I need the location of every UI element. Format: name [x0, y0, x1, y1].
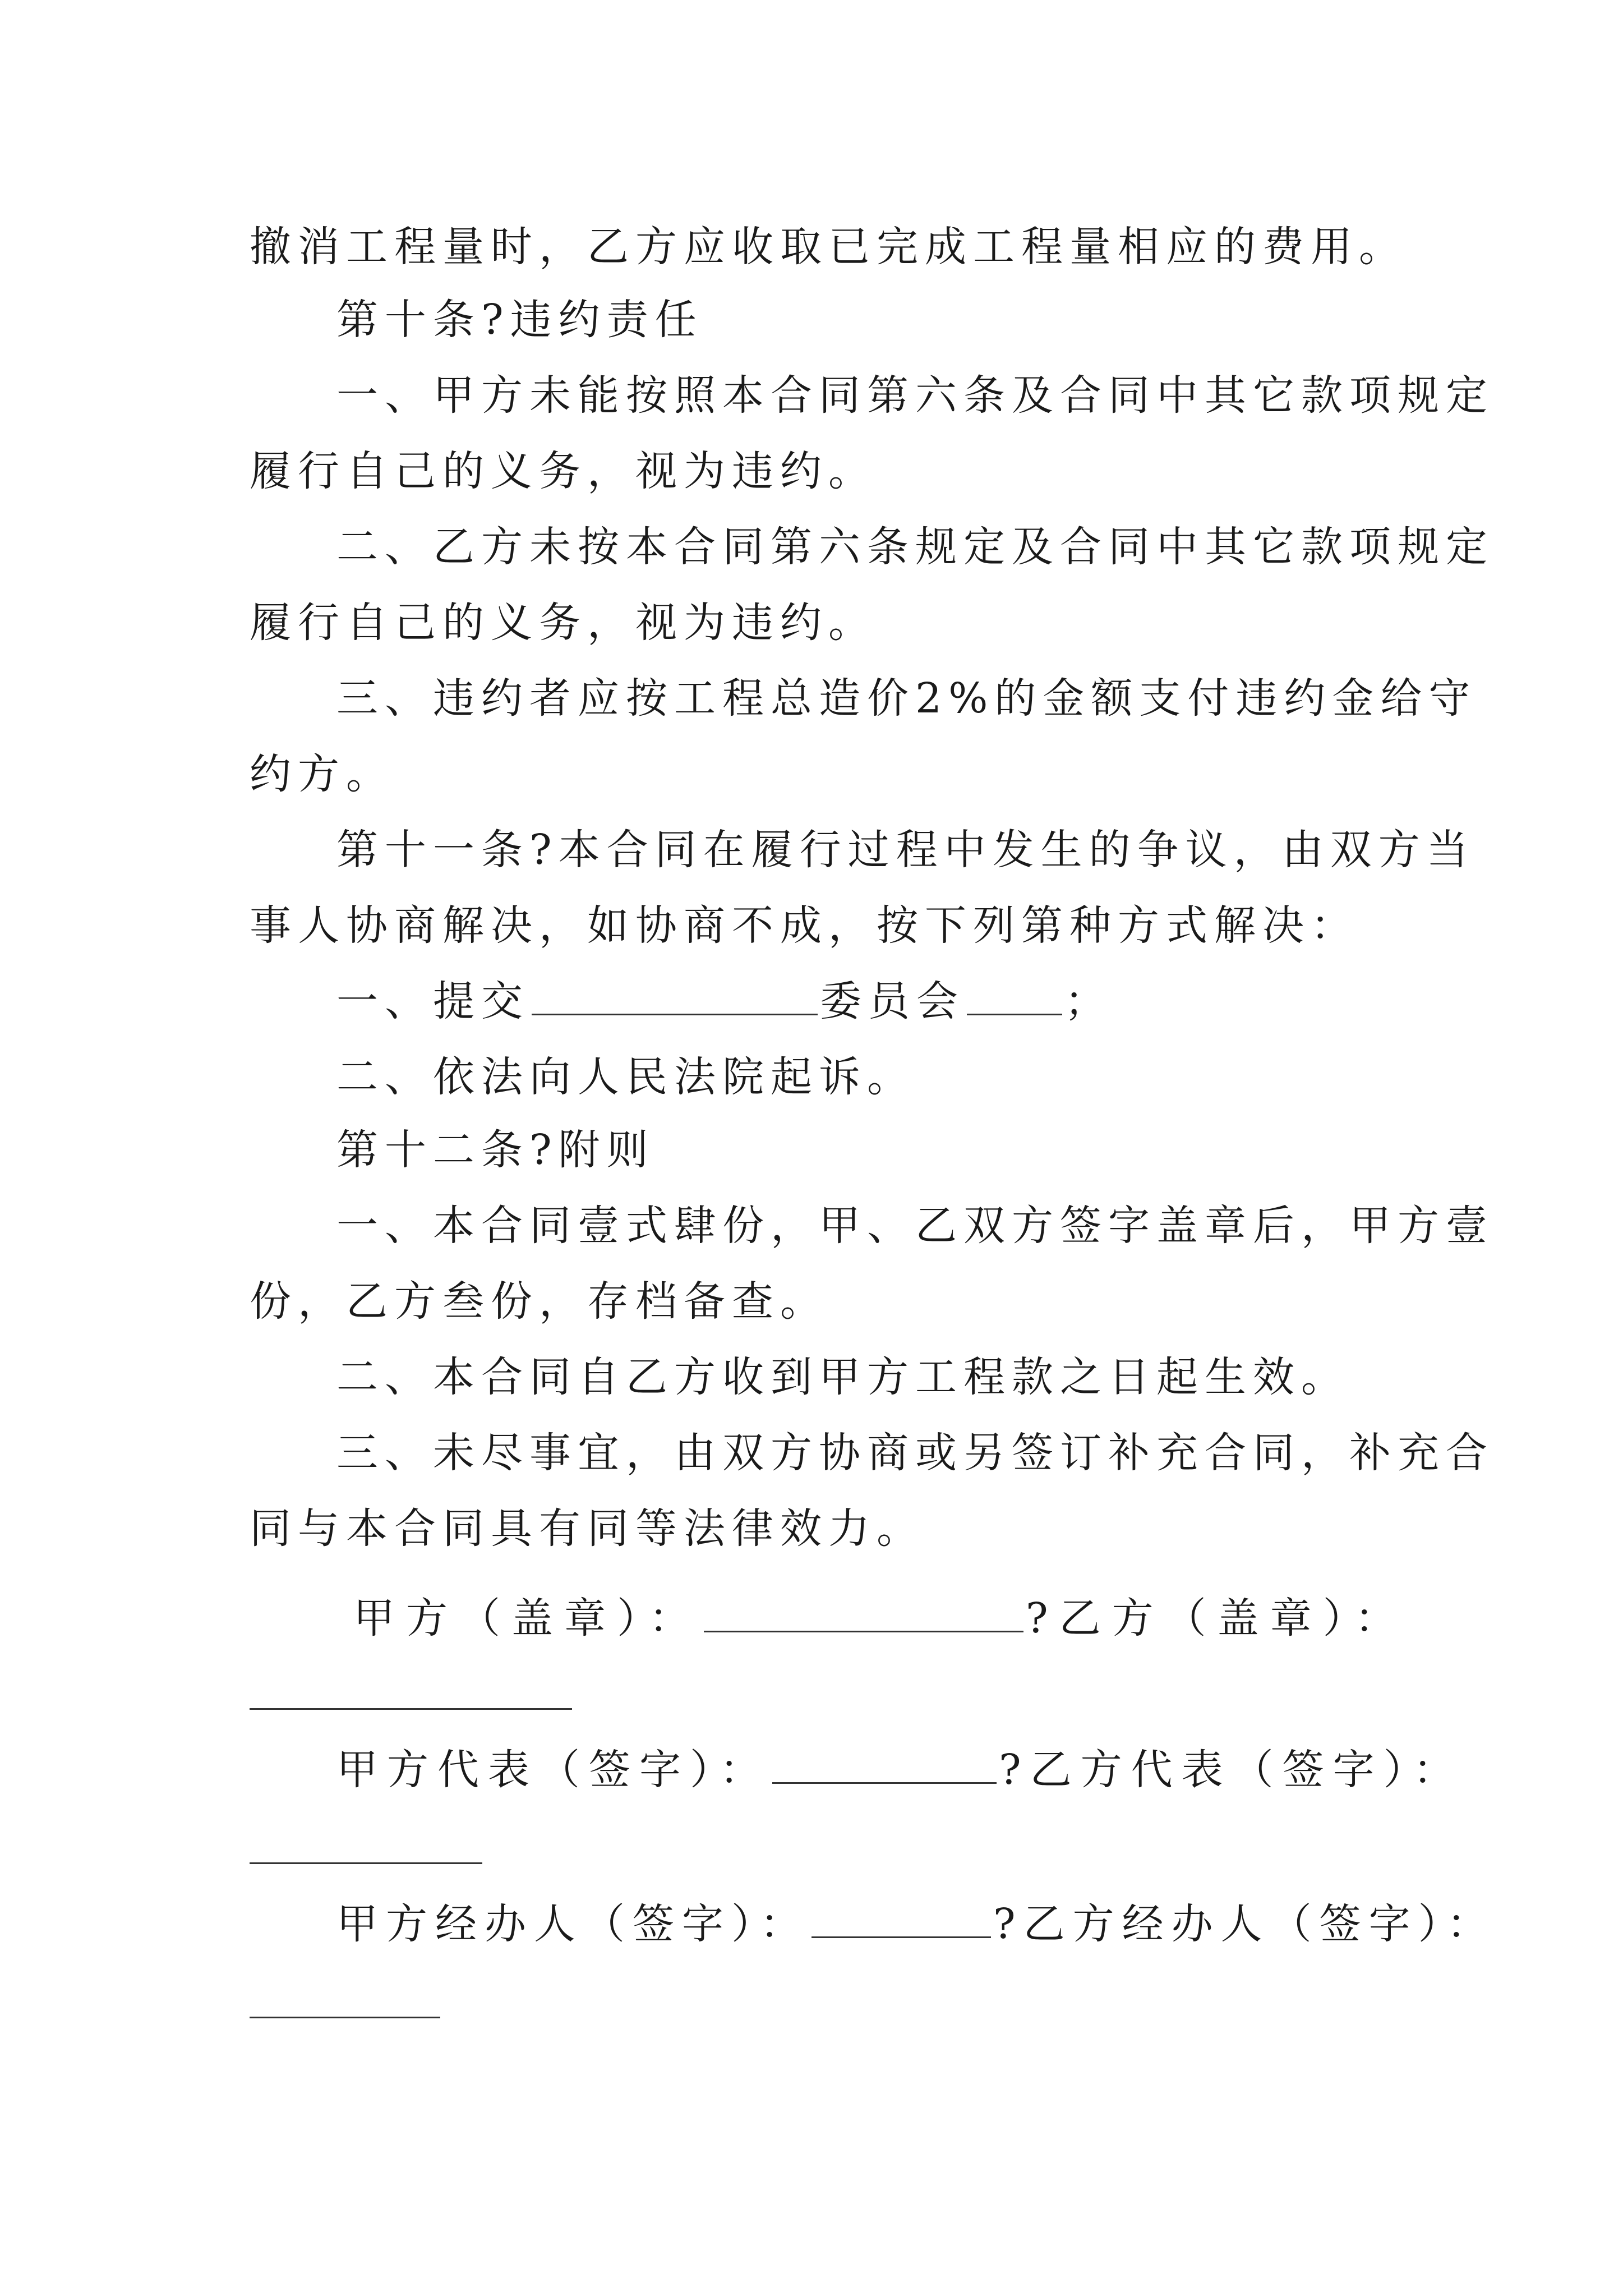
- article-heading: 第十条?违约责任: [336, 296, 703, 344]
- party-b-seal-blank[interactable]: [250, 1708, 572, 1710]
- party-b-rep-label: ?乙方代表（签字）：: [999, 1746, 1464, 1794]
- paragraph-line: 三、未尽事宜，由双方协商或另签订补充合同，补充合: [336, 1429, 1494, 1477]
- paragraph-line: 事人协商解决，如协商不成，按下列第种方式解决：: [250, 901, 1359, 950]
- paragraph-line: 同与本合同具有同等法律效力。: [250, 1504, 925, 1553]
- arbitration-prefix: 一、提交: [336, 977, 529, 1025]
- seal-signature-line: [353, 1590, 1486, 1646]
- article-heading: 第十二条?附则: [336, 1126, 655, 1174]
- paragraph-line: 二、本合同自乙方收到甲方工程款之日起生效。: [336, 1353, 1349, 1401]
- party-b-seal-label: ?乙方（盖章）：: [1026, 1594, 1408, 1642]
- party-a-seal-blank[interactable]: [704, 1591, 1023, 1632]
- article-heading: 第十一条?本合同在履行过程中发生的争议，由双方当: [336, 826, 1475, 874]
- arbitration-middle: 委员会: [820, 977, 965, 1025]
- party-a-agent-blank[interactable]: [811, 1897, 991, 1938]
- party-b-rep-blank[interactable]: [250, 1862, 482, 1864]
- arbitration-body-blank[interactable]: [532, 974, 818, 1015]
- paragraph-line: 份，乙方叁份，存档备查。: [250, 1277, 828, 1326]
- party-a-rep-blank[interactable]: [772, 1743, 997, 1784]
- paragraph-line: 一、本合同壹式肆份，甲、乙双方签字盖章后，甲方壹: [336, 1202, 1494, 1250]
- paragraph-line: 约方。: [250, 750, 394, 798]
- paragraph-line: 一、甲方未能按照本合同第六条及合同中其它款项规定: [336, 371, 1494, 420]
- paragraph-line: 三、违约者应按工程总造价2%的金额支付违约金给守: [336, 674, 1477, 723]
- party-a-seal-label: 甲方（盖章）：: [353, 1594, 702, 1642]
- party-a-rep-label: 甲方代表（签字）：: [336, 1746, 770, 1794]
- party-b-agent-label: ?乙方经办人（签字）：: [993, 1900, 1496, 1948]
- paragraph-line: 履行自己的义务，视为违约。: [250, 599, 877, 647]
- arbitration-name-blank[interactable]: [967, 974, 1062, 1015]
- paragraph-line: 二、依法向人民法院起诉。: [336, 1053, 915, 1101]
- agent-signature-line: [336, 1896, 1496, 1952]
- paragraph-line: 二、乙方未按本合同第六条规定及合同中其它款项规定: [336, 523, 1494, 571]
- representative-signature-line: [336, 1742, 1469, 1798]
- party-b-agent-blank[interactable]: [250, 2017, 440, 2018]
- paragraph-line: 履行自己的义务，视为违约。: [250, 447, 877, 495]
- arbitration-line: [336, 973, 1469, 1029]
- arbitration-suffix: ；: [1064, 977, 1113, 1025]
- party-a-agent-label: 甲方经办人（签字）：: [336, 1900, 809, 1948]
- paragraph-line: 撤消工程量时，乙方应收取已完成工程量相应的费用。: [250, 223, 1407, 271]
